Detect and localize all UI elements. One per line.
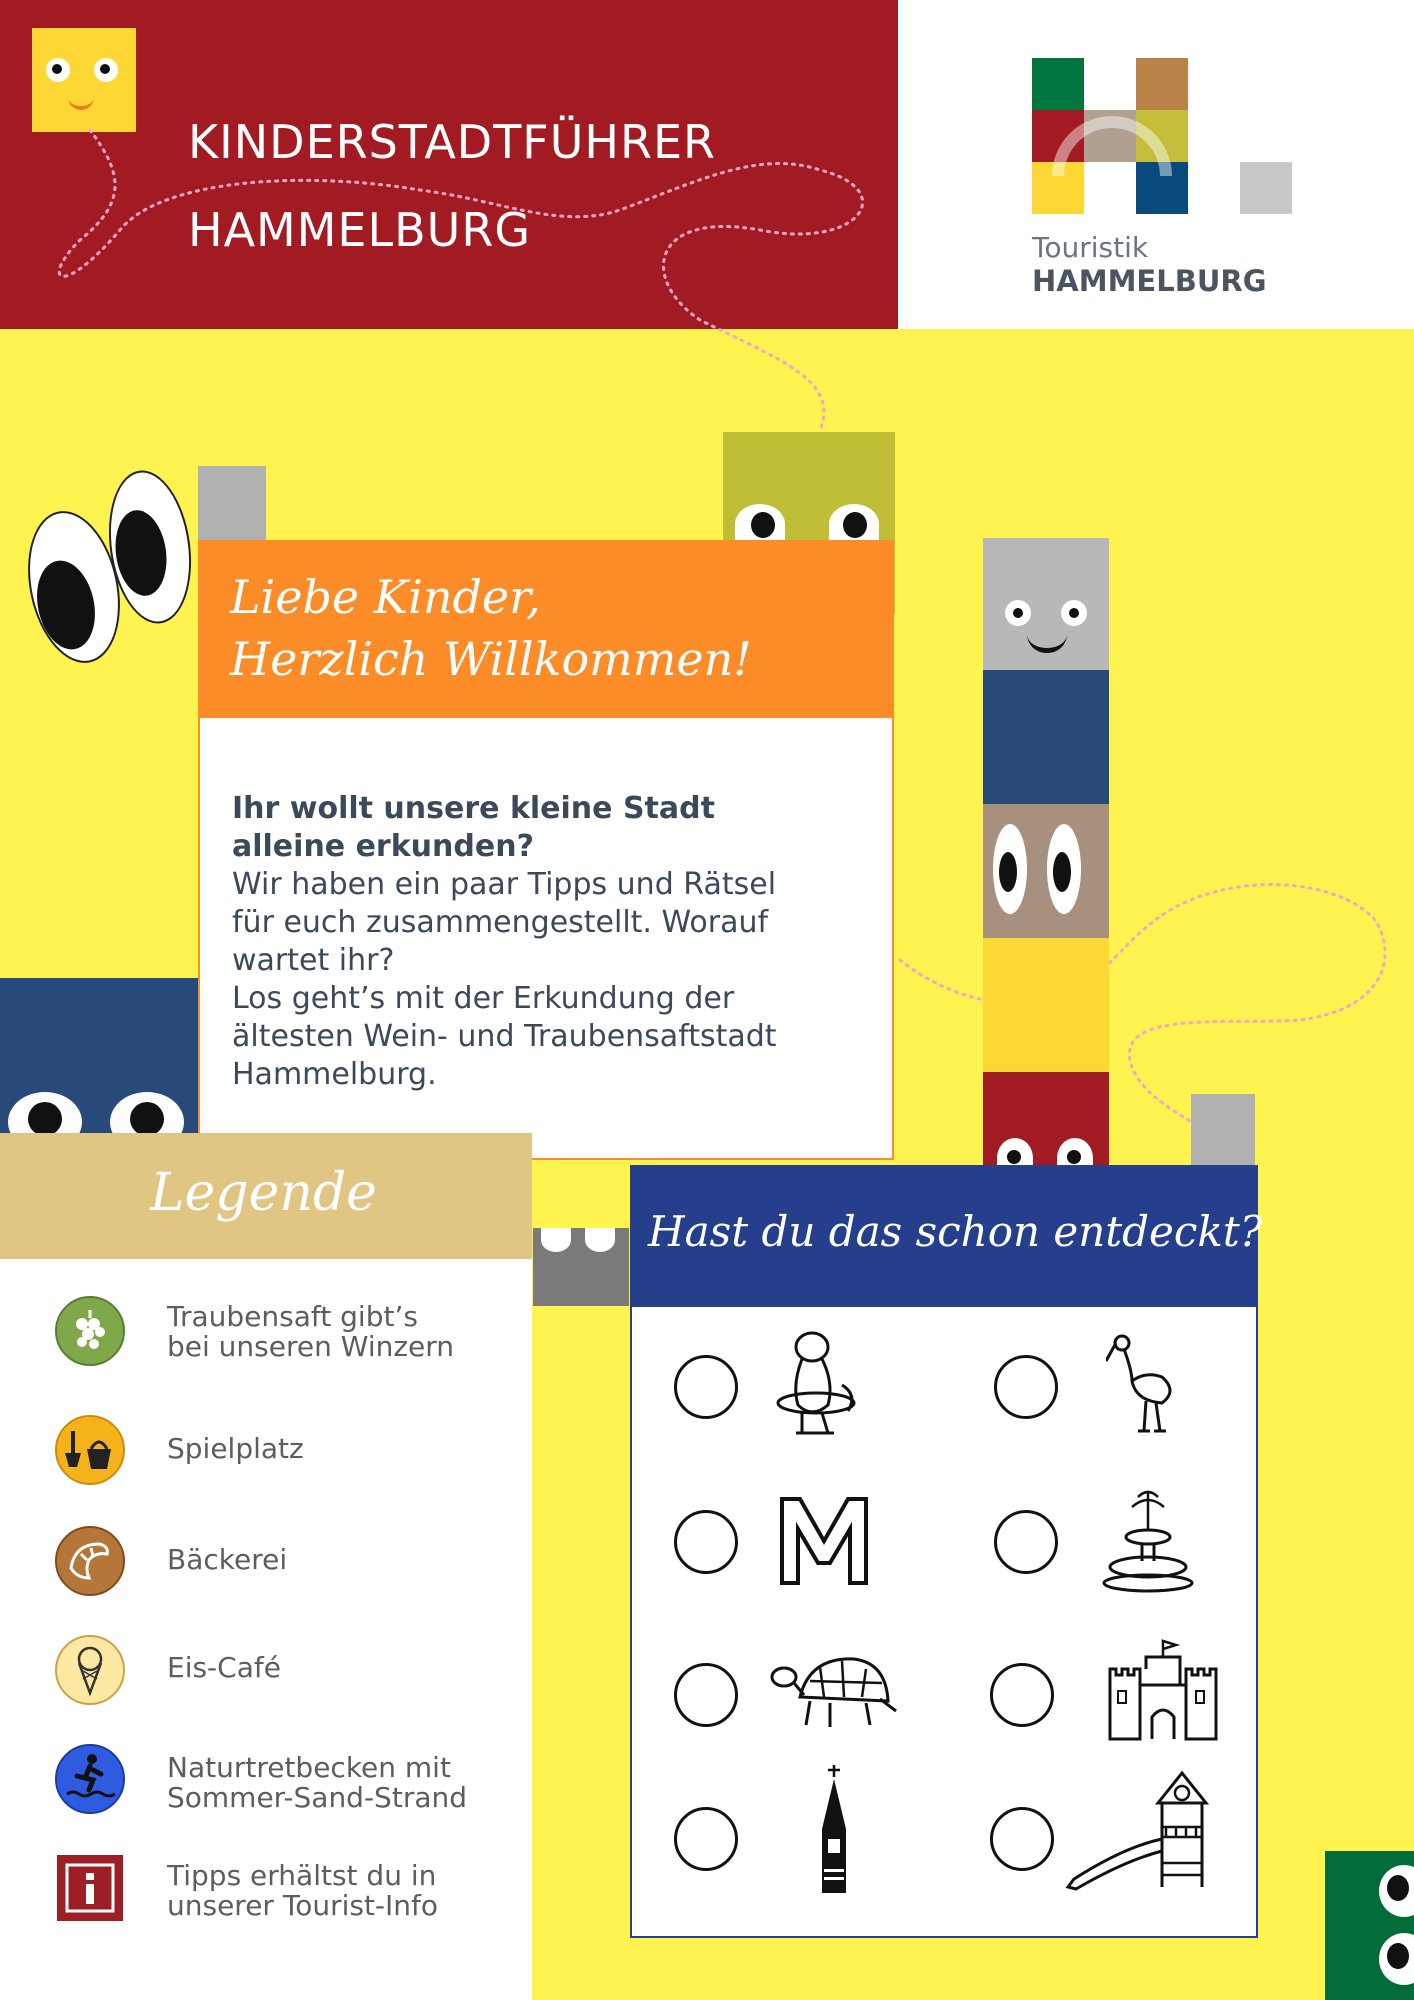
slide-tower-icon: [1064, 1767, 1214, 1893]
wading-pool-icon: [55, 1744, 125, 1814]
touristik-logo: [1032, 58, 1292, 218]
welcome-heading-band: [200, 542, 892, 718]
letter-m-icon: [776, 1493, 872, 1589]
discover-heading: Hast du das schon entdeckt?: [648, 1207, 1263, 1256]
legend-label-playground: Spielplatz: [167, 1432, 304, 1465]
intro-bold-text: Ihr wollt unsere kleine Stadt alleine erkunden?: [232, 791, 715, 864]
checkbox-circle[interactable]: [674, 1663, 738, 1727]
big-eyes-decoration: [30, 470, 190, 670]
blue-mascot-block: [0, 978, 198, 1134]
welcome-card: [198, 540, 894, 1160]
logo-text-hammelburg: HAMMELBURG: [1032, 264, 1267, 298]
church-tower-icon: [816, 1763, 852, 1897]
monkey-statue-icon: [772, 1325, 872, 1445]
checkbox-circle[interactable]: [674, 1510, 738, 1574]
welcome-text: [232, 790, 822, 1094]
checkbox-circle[interactable]: [994, 1355, 1058, 1419]
fountain-icon: [1102, 1487, 1194, 1593]
turtle-icon: [770, 1647, 898, 1743]
grapes-icon: [55, 1296, 125, 1366]
grey-block: [198, 466, 266, 541]
checkbox-circle[interactable]: [674, 1355, 738, 1419]
legend-heading: Legende: [150, 1163, 377, 1223]
legend-label-ice-cafe: Eis-Café: [167, 1651, 281, 1684]
legend-label-grapes: Traubensaft gibt’s bei unseren Winzern: [167, 1300, 455, 1363]
stork-icon: [1106, 1331, 1186, 1441]
intro-body-1: Wir haben ein paar Tipps und Rätsel für euch zusammengestellt. Worauf wartet ihr?: [232, 867, 777, 978]
welcome-heading-line-1: Liebe Kinder,: [230, 570, 541, 624]
logo-text-touristik: Touristik: [1032, 231, 1149, 264]
castle-icon: [1106, 1639, 1220, 1743]
discover-card: [630, 1165, 1263, 1938]
welcome-heading-line-2: Herzlich Willkommen!: [230, 632, 752, 686]
intro-body-2: Los geht’s mit der Erkundung der ältesten Wein- und Traubensaftstadt Hammelburg.: [232, 981, 777, 1092]
checkbox-circle[interactable]: [994, 1510, 1058, 1574]
legend-label-tourist-info: Tipps erhältst du in unserer Tourist-Info: [167, 1859, 439, 1922]
totem-column: [983, 538, 1109, 1178]
title-line-2: HAMMELBURG: [188, 203, 531, 257]
legend-label-wading-pool: Naturtretbecken mit Sommer-Sand-Strand: [167, 1751, 468, 1814]
title-line-1: KINDERSTADTFÜHRER: [188, 115, 717, 169]
playground-icon: [55, 1415, 125, 1485]
checkbox-circle[interactable]: [674, 1807, 738, 1871]
ice-cream-icon: [55, 1635, 125, 1705]
grey-block: [1191, 1094, 1255, 1170]
croissant-icon: [55, 1526, 125, 1596]
legend-card: [0, 1133, 532, 2000]
info-icon: [55, 1853, 125, 1923]
checkbox-circle[interactable]: [990, 1663, 1054, 1727]
grey-eyes-block: [533, 1228, 629, 1306]
checkbox-circle[interactable]: [990, 1807, 1054, 1871]
green-mascot-block: [1325, 1851, 1414, 2000]
legend-label-bakery: Bäckerei: [167, 1543, 288, 1576]
